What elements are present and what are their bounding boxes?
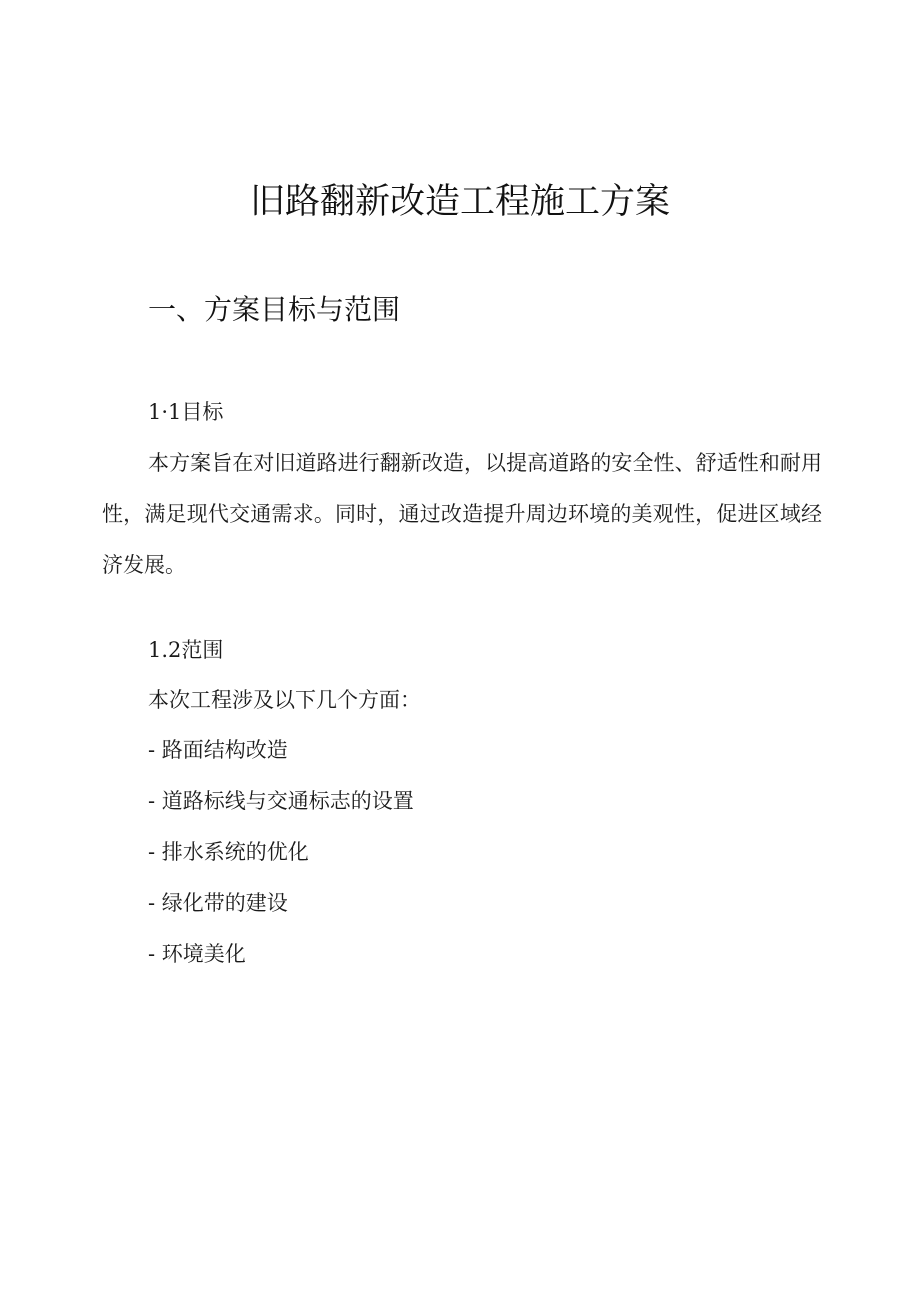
list-item: - 道路标线与交通标志的设置 — [148, 789, 414, 813]
scope-list — [148, 734, 414, 989]
goal-heading: 1·1目标 — [148, 400, 224, 424]
document-title: 旧路翻新改造工程施工方案 — [249, 182, 670, 222]
scope-intro: 本次工程涉及以下几个方面： — [148, 688, 421, 712]
list-item: - 环境美化 — [148, 942, 246, 966]
goal-paragraph: 本方案旨在对旧道路进行翻新改造，以提高道路的安全性、舒适性和耐用性，满足现代交通需求。同时，通过改造提升周边环境的美观性，促进区域经济发展。 — [102, 451, 822, 577]
list-item: - 路面结构改造 — [148, 738, 288, 762]
scope-heading: 1.2范围 — [148, 638, 224, 662]
section-heading: 一、方案目标与范围 — [148, 293, 401, 326]
list-item: - 排水系统的优化 — [148, 840, 309, 864]
list-item: - 绿化带的建设 — [148, 891, 288, 915]
